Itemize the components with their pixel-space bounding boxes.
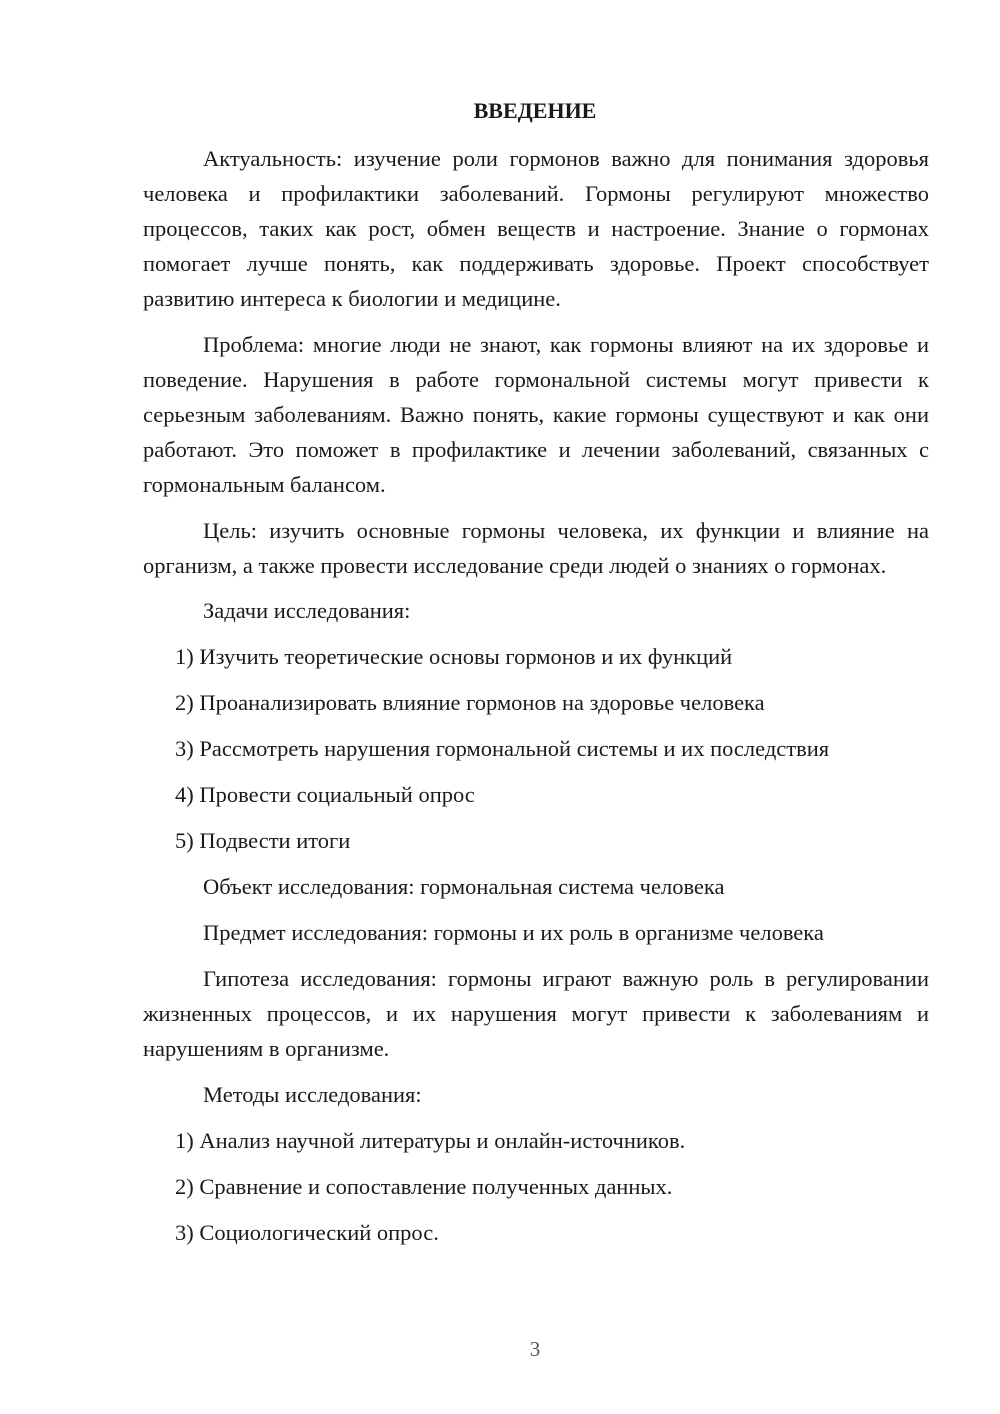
list-item: 4) Провести социальный опрос <box>175 782 475 807</box>
methods-heading: Методы исследования: <box>203 1082 422 1107</box>
goal-paragraph: Цель: изучить основные гормоны человека, их функции и влияние на организм, а также провести исследование среди людей о знаниях о гормонах. <box>143 518 929 578</box>
page-number: 3 <box>529 1337 541 1361</box>
relevance-paragraph: Актуальность: изучение роли гормонов важно для понимания здоровья человека и профилактики заболеваний. Гормоны регулируют множество процессов, таких как рост, обмен веществ и настроение. Знание о гормонах помогает лучше понять, как поддерживать здоровье. Проект способствует развитию интереса к биологии и медицине. <box>143 146 929 311</box>
list-item: 1) Анализ научной литературы и онлайн-источников. <box>175 1128 686 1153</box>
page-body <box>143 141 929 1250</box>
tasks-list <box>143 639 929 858</box>
list-item: 2) Сравнение и сопоставление полученных данных. <box>175 1174 673 1199</box>
list-item: 2) Проанализировать влияние гормонов на здоровье человека <box>175 690 765 715</box>
methods-list <box>143 1123 929 1250</box>
list-item: 1) Изучить теоретические основы гормонов и их функций <box>175 644 733 669</box>
problem-paragraph: Проблема: многие люди не знают, как гормоны влияют на их здоровье и поведение. Нарушения в работе гормональной системы могут привести к серьезным заболеваниям. Важно понять, какие гормоны существуют и как они работают. Это поможет в профилактике и лечении заболеваний, связанных с гормональным балансом. <box>143 332 929 497</box>
tasks-heading: Задачи исследования: <box>203 598 411 623</box>
list-item: 3) Социологический опрос. <box>175 1220 439 1245</box>
object-line: Объект исследования: гормональная система человека <box>203 874 725 899</box>
list-item: 5) Подвести итоги <box>175 828 351 853</box>
hypothesis-paragraph: Гипотеза исследования: гормоны играют важную роль в регулировании жизненных процессов, и их нарушения могут привести к заболеваниям и нарушениям в организме. <box>143 966 929 1061</box>
page-title: ВВЕДЕНИЕ <box>473 98 597 123</box>
list-item: 3) Рассмотреть нарушения гормональной системы и их последствия <box>175 736 830 761</box>
subject-line: Предмет исследования: гормоны и их роль в организме человека <box>203 920 824 945</box>
